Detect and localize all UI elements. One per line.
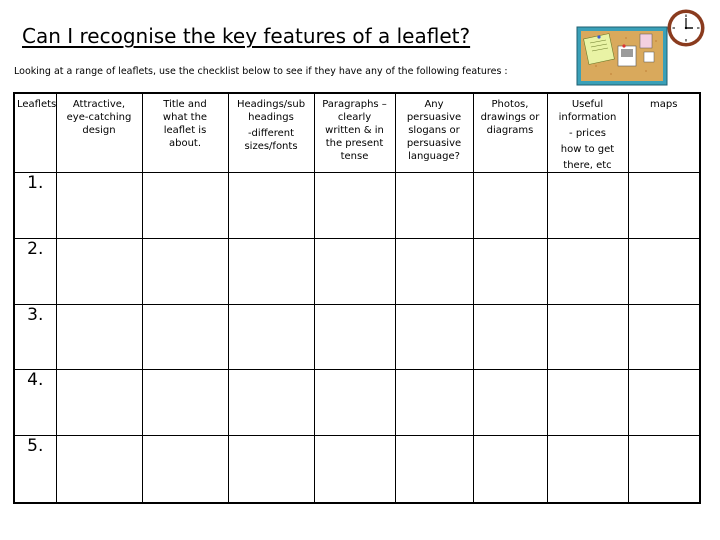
column-header <box>228 93 314 173</box>
checklist-cell[interactable] <box>547 370 628 436</box>
checklist-cell[interactable] <box>628 238 700 304</box>
column-header-line: persuasive <box>406 112 462 123</box>
column-header-line: there, etc <box>563 160 612 171</box>
notice-board-icon <box>576 26 668 86</box>
column-header-line: what the <box>162 112 208 123</box>
table-row <box>14 238 700 304</box>
page-title: Can I recognise the key features of a leaflet? <box>22 24 471 48</box>
column-header-line: headings <box>248 112 294 123</box>
row-number: 3. <box>14 304 56 370</box>
checklist-cell[interactable] <box>473 173 547 239</box>
column-header-line: Headings/sub <box>236 99 306 110</box>
column-header-line: Useful <box>571 99 604 110</box>
checklist-cell[interactable] <box>473 370 547 436</box>
checklist-cell[interactable] <box>547 238 628 304</box>
checklist-cell[interactable] <box>547 173 628 239</box>
checklist-cell[interactable] <box>473 304 547 370</box>
table-row <box>14 436 700 503</box>
corner-label: Leaflets <box>14 93 56 173</box>
checklist-cell[interactable] <box>314 370 395 436</box>
checklist-cell[interactable] <box>142 370 228 436</box>
column-header <box>56 93 142 173</box>
checklist-cell[interactable] <box>314 173 395 239</box>
column-header-line: information <box>558 112 617 123</box>
checklist-cell[interactable] <box>395 304 473 370</box>
header-row <box>14 93 700 173</box>
column-header-line: language? <box>408 151 460 162</box>
checklist-cell[interactable] <box>628 436 700 503</box>
column-header <box>314 93 395 173</box>
checklist-cell[interactable] <box>228 436 314 503</box>
column-header-line: about. <box>168 138 202 149</box>
checklist-cell[interactable] <box>142 436 228 503</box>
checklist-cell[interactable] <box>56 173 142 239</box>
checklist-cell[interactable] <box>395 370 473 436</box>
column-header-line: Title and <box>163 99 207 110</box>
table-row <box>14 370 700 436</box>
column-header-line: eye-catching <box>66 112 132 123</box>
instructions: Looking at a range of leaflets, use the checklist below to see if they have any of the following features : <box>14 66 508 77</box>
column-header-line: clearly <box>337 112 372 123</box>
checklist-cell[interactable] <box>56 238 142 304</box>
checklist-cell[interactable] <box>628 173 700 239</box>
table-row <box>14 173 700 239</box>
column-header-line: written & in <box>325 125 384 136</box>
column-header-line: - prices <box>569 128 606 139</box>
row-number: 1. <box>14 173 56 239</box>
column-header-line: slogans or <box>408 125 460 136</box>
row-number: 2. <box>14 238 56 304</box>
clock-icon <box>666 8 706 48</box>
column-header-line: Any <box>424 99 444 110</box>
column-header-line: Paragraphs – <box>322 99 387 110</box>
column-header-line: design <box>82 125 116 136</box>
checklist-cell[interactable] <box>395 173 473 239</box>
column-header-line: -different <box>247 128 295 139</box>
checklist-cell[interactable] <box>395 238 473 304</box>
checklist-cell[interactable] <box>628 370 700 436</box>
row-number: 4. <box>14 370 56 436</box>
checklist-cell[interactable] <box>473 238 547 304</box>
column-header-line: sizes/fonts <box>244 141 298 152</box>
checklist-cell[interactable] <box>56 370 142 436</box>
column-header <box>628 93 700 173</box>
checklist-cell[interactable] <box>314 436 395 503</box>
column-header-line: diagrams <box>486 125 534 136</box>
column-header-line: Photos, <box>491 99 529 110</box>
checklist-cell[interactable] <box>314 304 395 370</box>
column-header-line: drawings or <box>480 112 540 123</box>
checklist-cell[interactable] <box>142 173 228 239</box>
table-row <box>14 304 700 370</box>
checklist-cell[interactable] <box>228 370 314 436</box>
column-header-line: maps <box>650 99 678 110</box>
checklist-cell[interactable] <box>473 436 547 503</box>
column-header-line: the present <box>325 138 384 149</box>
column-header <box>547 93 628 173</box>
column-header-line: leaflet is <box>163 125 207 136</box>
checklist-cell[interactable] <box>228 304 314 370</box>
checklist-cell[interactable] <box>56 304 142 370</box>
checklist-cell[interactable] <box>547 436 628 503</box>
column-header-line: Attractive, <box>72 99 126 110</box>
checklist-cell[interactable] <box>228 238 314 304</box>
column-header-line: tense <box>340 151 369 162</box>
checklist-cell[interactable] <box>142 238 228 304</box>
row-number: 5. <box>14 436 56 503</box>
features-checklist <box>13 92 701 504</box>
checklist-cell[interactable] <box>56 436 142 503</box>
column-header-line: persuasive <box>406 138 462 149</box>
checklist-cell[interactable] <box>628 304 700 370</box>
checklist-cell[interactable] <box>228 173 314 239</box>
checklist-cell[interactable] <box>395 436 473 503</box>
checklist-cell[interactable] <box>314 238 395 304</box>
column-header <box>473 93 547 173</box>
checklist-cell[interactable] <box>547 304 628 370</box>
column-header <box>142 93 228 173</box>
column-header-line: how to get <box>560 144 615 155</box>
checklist-cell[interactable] <box>142 304 228 370</box>
column-header <box>395 93 473 173</box>
